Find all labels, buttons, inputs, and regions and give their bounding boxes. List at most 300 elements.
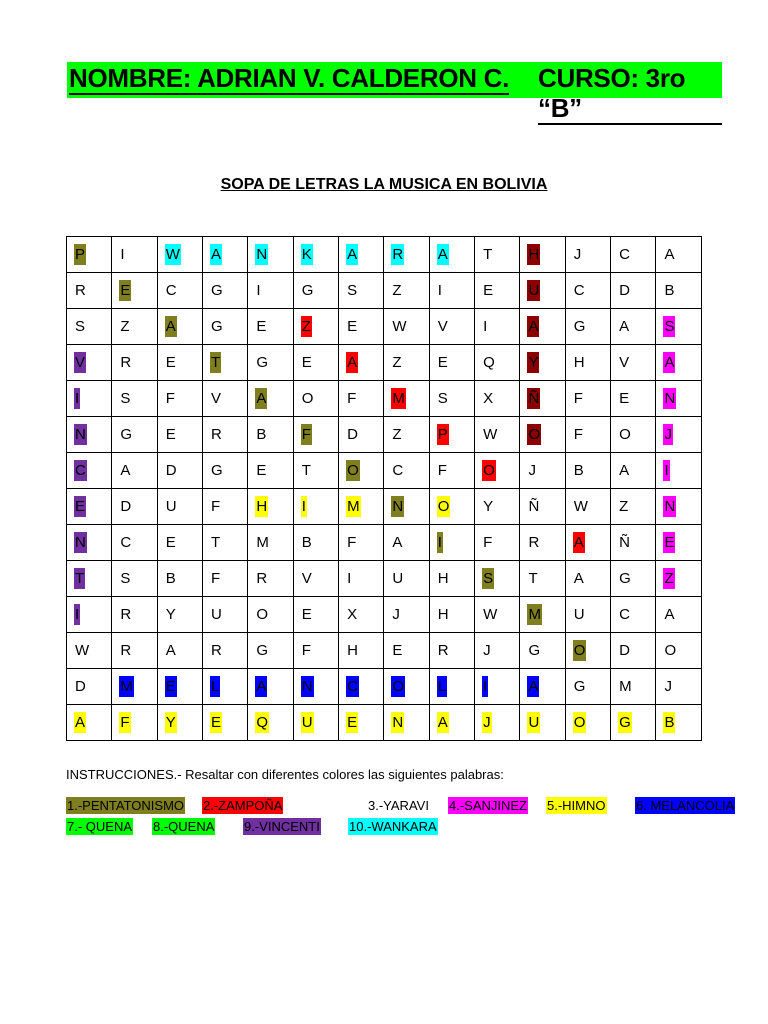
grid-row — [67, 381, 702, 417]
grid-letter: C — [573, 282, 585, 299]
grid-letter: F — [437, 462, 447, 479]
grid-cell — [293, 417, 338, 453]
page-title — [0, 176, 768, 194]
grid-letter: F — [347, 534, 357, 551]
grid-letter: Z — [392, 282, 402, 299]
grid-cell — [565, 561, 610, 597]
grid-letter: N — [392, 498, 404, 515]
grid-cell — [384, 525, 429, 561]
grid-cell — [293, 669, 338, 705]
grid-letter: F — [347, 390, 357, 407]
grid-cell — [157, 669, 202, 705]
grid-letter: A — [437, 714, 448, 731]
grid-cell — [293, 525, 338, 561]
grid-letter: E — [256, 318, 267, 335]
grid-cell — [157, 237, 202, 273]
grid-letter: I — [437, 534, 442, 551]
grid-letter: E — [165, 354, 176, 371]
grid-cell — [429, 417, 474, 453]
grid-letter: Z — [664, 570, 674, 587]
grid-letter: V — [619, 354, 630, 371]
grid-letter: U — [211, 606, 222, 623]
grid-row — [67, 309, 702, 345]
grid-cell — [293, 705, 338, 741]
legend-word: 3.-YARAVI — [368, 798, 429, 813]
word-search-grid — [66, 236, 702, 741]
grid-cell — [565, 669, 610, 705]
grid-letter: A — [256, 390, 267, 407]
legend-word: 7.- QUENA — [67, 819, 133, 834]
grid-cell — [520, 345, 565, 381]
grid-cell — [248, 309, 293, 345]
grid-cell — [67, 525, 112, 561]
grid-letter: G — [619, 570, 631, 587]
grid-cell — [384, 705, 429, 741]
grid-letter: S — [437, 390, 448, 407]
grid-letter: Z — [301, 318, 311, 335]
grid-letter: E — [256, 462, 267, 479]
grid-letter: U — [528, 714, 540, 731]
grid-letter: O — [573, 642, 586, 659]
grid-letter: E — [437, 354, 448, 371]
grid-letter: H — [573, 354, 585, 371]
grid-letter: T — [211, 534, 221, 551]
grid-cell — [384, 453, 429, 489]
grid-letter: O — [301, 390, 314, 407]
grid-letter: Y — [528, 354, 539, 371]
grid-cell — [112, 633, 157, 669]
grid-cell — [475, 345, 520, 381]
grid-letter: N — [256, 246, 268, 263]
grid-cell — [112, 417, 157, 453]
grid-cell — [656, 417, 702, 453]
grid-letter: D — [347, 426, 358, 443]
grid-letter: S — [664, 318, 675, 335]
grid-cell — [429, 561, 474, 597]
grid-letter: U — [392, 570, 404, 587]
grid-cell — [339, 453, 384, 489]
grid-letter: F — [211, 498, 221, 515]
grid-letter: J — [664, 678, 672, 695]
grid-cell — [520, 705, 565, 741]
grid-cell — [384, 489, 429, 525]
grid-cell — [656, 705, 702, 741]
grid-cell — [656, 453, 702, 489]
grid-cell — [112, 309, 157, 345]
grid-letter: C — [392, 462, 404, 479]
grid-letter: J — [528, 462, 536, 479]
grid-cell — [203, 561, 248, 597]
grid-cell — [293, 237, 338, 273]
grid-letter: Y — [165, 606, 176, 623]
grid-cell — [656, 345, 702, 381]
grid-row — [67, 237, 702, 273]
grid-letter: Z — [619, 498, 629, 515]
grid-letter: R — [120, 354, 132, 371]
grid-cell — [429, 237, 474, 273]
grid-letter: S — [120, 570, 131, 587]
grid-cell — [611, 705, 656, 741]
grid-cell — [475, 525, 520, 561]
grid-cell — [339, 633, 384, 669]
grid-letter: R — [211, 642, 222, 659]
grid-cell — [293, 309, 338, 345]
grid-cell — [339, 309, 384, 345]
grid-cell — [565, 633, 610, 669]
grid-letter: O — [392, 678, 405, 695]
grid-letter: E — [664, 534, 675, 551]
grid-letter: C — [165, 282, 177, 299]
grid-letter: B — [664, 282, 675, 299]
grid-letter: A — [664, 246, 675, 263]
grid-cell — [157, 705, 202, 741]
grid-letter: C — [619, 246, 630, 263]
grid-cell — [339, 525, 384, 561]
grid-letter: Ñ — [528, 390, 540, 407]
grid-cell — [112, 237, 157, 273]
grid-cell — [656, 669, 702, 705]
grid-cell — [429, 633, 474, 669]
grid-letter: E — [301, 606, 312, 623]
grid-cell — [565, 309, 610, 345]
grid-letter: C — [75, 462, 86, 479]
grid-cell — [248, 669, 293, 705]
grid-letter: A — [528, 318, 539, 335]
grid-letter: G — [256, 642, 269, 659]
grid-letter: J — [573, 246, 582, 263]
grid-letter: O — [619, 426, 631, 443]
grid-letter: E — [619, 390, 630, 407]
grid-letter: M — [528, 606, 541, 623]
grid-cell — [429, 489, 474, 525]
grid-letter: U — [301, 714, 313, 731]
grid-letter: T — [75, 570, 85, 587]
grid-letter: W — [165, 246, 180, 263]
grid-cell — [67, 561, 112, 597]
grid-cell — [248, 273, 293, 309]
legend-word: 2.-ZAMPOÑA — [203, 798, 283, 813]
grid-letter: Z — [392, 426, 402, 443]
grid-letter: W — [75, 642, 90, 659]
grid-cell — [475, 381, 520, 417]
grid-letter: F — [573, 426, 583, 443]
grid-letter: I — [256, 282, 261, 299]
grid-cell — [248, 417, 293, 453]
course-label: CURSO: 3ro “B” — [538, 63, 722, 125]
grid-cell — [384, 633, 429, 669]
grid-letter: G — [211, 462, 223, 479]
legend-word: 1.-PENTATONISMO — [67, 798, 185, 813]
grid-letter: B — [256, 426, 267, 443]
grid-letter: P — [75, 246, 86, 263]
grid-cell — [157, 525, 202, 561]
grid-cell — [339, 345, 384, 381]
grid-letter: S — [120, 390, 131, 407]
grid-letter: G — [573, 318, 586, 335]
grid-cell — [157, 453, 202, 489]
grid-letter: M — [256, 534, 269, 551]
grid-cell — [248, 525, 293, 561]
grid-cell — [520, 489, 565, 525]
grid-cell — [248, 633, 293, 669]
grid-cell — [67, 381, 112, 417]
grid-letter: A — [211, 246, 222, 263]
grid-letter: F — [120, 714, 130, 731]
grid-cell — [248, 561, 293, 597]
grid-letter: E — [165, 426, 176, 443]
grid-cell — [67, 417, 112, 453]
grid-letter: E — [347, 714, 358, 731]
grid-letter: H — [347, 642, 358, 659]
grid-letter: U — [573, 606, 585, 623]
grid-cell — [384, 597, 429, 633]
grid-cell — [157, 489, 202, 525]
grid-cell — [384, 237, 429, 273]
grid-cell — [293, 633, 338, 669]
grid-cell — [475, 237, 520, 273]
grid-letter: O — [256, 606, 269, 623]
grid-cell — [611, 453, 656, 489]
grid-letter: F — [573, 390, 583, 407]
grid-letter: V — [75, 354, 86, 371]
grid-letter: R — [256, 570, 268, 587]
grid-cell — [203, 525, 248, 561]
grid-cell — [248, 453, 293, 489]
grid-letter: M — [392, 390, 405, 407]
grid-letter: A — [165, 642, 176, 659]
grid-letter: R — [528, 534, 540, 551]
grid-letter: E — [483, 282, 494, 299]
grid-cell — [67, 309, 112, 345]
grid-letter: W — [392, 318, 407, 335]
grid-letter: Q — [483, 354, 495, 371]
grid-letter: D — [619, 282, 630, 299]
grid-letter: H — [528, 246, 540, 263]
grid-cell — [112, 669, 157, 705]
grid-letter: M — [120, 678, 133, 695]
grid-cell — [203, 669, 248, 705]
grid-cell — [157, 417, 202, 453]
grid-letter: B — [573, 462, 584, 479]
grid-letter: N — [75, 534, 86, 551]
grid-cell — [520, 417, 565, 453]
grid-cell — [112, 597, 157, 633]
grid-letter: B — [301, 534, 312, 551]
grid-cell — [520, 453, 565, 489]
grid-letter: T — [528, 570, 538, 587]
grid-cell — [67, 597, 112, 633]
grid-cell — [565, 237, 610, 273]
grid-letter: O — [437, 498, 450, 515]
grid-cell — [339, 381, 384, 417]
grid-cell — [157, 381, 202, 417]
grid-cell — [112, 561, 157, 597]
grid-cell — [429, 669, 474, 705]
grid-letter: A — [347, 354, 358, 371]
grid-letter: I — [664, 462, 669, 479]
grid-letter: A — [619, 462, 630, 479]
grid-cell — [611, 561, 656, 597]
grid-cell — [67, 237, 112, 273]
grid-cell — [339, 597, 384, 633]
grid-letter: Z — [392, 354, 402, 371]
grid-cell — [248, 345, 293, 381]
grid-cell — [203, 489, 248, 525]
grid-cell — [112, 273, 157, 309]
grid-cell — [112, 453, 157, 489]
grid-cell — [339, 561, 384, 597]
grid-letter: A — [392, 534, 403, 551]
grid-cell — [203, 705, 248, 741]
grid-letter: X — [483, 390, 494, 407]
grid-cell — [520, 237, 565, 273]
grid-cell — [67, 705, 112, 741]
grid-letter: J — [392, 606, 400, 623]
grid-cell — [157, 561, 202, 597]
grid-cell — [339, 705, 384, 741]
grid-letter: U — [528, 282, 540, 299]
grid-cell — [429, 309, 474, 345]
grid-cell — [339, 417, 384, 453]
grid-row — [67, 669, 702, 705]
grid-letter: I — [301, 498, 306, 515]
grid-cell — [429, 453, 474, 489]
grid-letter: N — [301, 678, 313, 695]
grid-letter: I — [437, 282, 442, 299]
grid-letter: C — [347, 678, 358, 695]
grid-cell — [656, 525, 702, 561]
grid-letter: G — [256, 354, 269, 371]
grid-row — [67, 525, 702, 561]
grid-cell — [384, 345, 429, 381]
grid-cell — [203, 597, 248, 633]
grid-letter: N — [75, 426, 86, 443]
grid-cell — [429, 705, 474, 741]
grid-cell — [656, 561, 702, 597]
grid-cell — [520, 309, 565, 345]
grid-letter: H — [437, 570, 449, 587]
grid-letter: S — [75, 318, 86, 335]
grid-cell — [475, 309, 520, 345]
grid-letter: K — [301, 246, 312, 263]
grid-letter: Y — [483, 498, 494, 515]
grid-cell — [339, 489, 384, 525]
grid-letter: E — [165, 534, 176, 551]
grid-letter: F — [483, 534, 493, 551]
grid-cell — [429, 597, 474, 633]
grid-letter: G — [211, 282, 223, 299]
grid-cell — [565, 345, 610, 381]
grid-cell — [611, 345, 656, 381]
grid-letter: Ñ — [619, 534, 630, 551]
grid-letter: E — [347, 318, 358, 335]
grid-letter: E — [301, 354, 312, 371]
grid-cell — [203, 345, 248, 381]
grid-cell — [475, 273, 520, 309]
grid-cell — [339, 237, 384, 273]
grid-letter: T — [483, 246, 493, 263]
grid-cell — [203, 309, 248, 345]
grid-letter: R — [75, 282, 86, 299]
grid-cell — [429, 345, 474, 381]
grid-letter: G — [528, 642, 541, 659]
grid-letter: S — [347, 282, 358, 299]
legend-word: 5.-HIMNO — [547, 798, 606, 813]
grid-letter: F — [301, 642, 311, 659]
grid-cell — [339, 273, 384, 309]
grid-letter: P — [437, 426, 448, 443]
grid-letter: M — [347, 498, 360, 515]
grid-letter: G — [619, 714, 631, 731]
grid-cell — [611, 309, 656, 345]
grid-letter: C — [619, 606, 630, 623]
grid-letter: J — [483, 714, 491, 731]
grid-cell — [520, 561, 565, 597]
grid-letter: W — [483, 426, 498, 443]
grid-cell — [384, 273, 429, 309]
grid-letter: O — [573, 714, 586, 731]
grid-row — [67, 489, 702, 525]
grid-cell — [656, 273, 702, 309]
grid-letter: X — [347, 606, 358, 623]
grid-letter: Y — [165, 714, 176, 731]
grid-letter: C — [120, 534, 132, 551]
grid-cell — [67, 489, 112, 525]
grid-letter: W — [573, 498, 588, 515]
grid-letter: E — [120, 282, 131, 299]
grid-letter: O — [528, 426, 541, 443]
grid-cell — [384, 561, 429, 597]
grid-letter: A — [256, 678, 267, 695]
grid-letter: D — [120, 498, 132, 515]
grid-letter: O — [664, 642, 677, 659]
grid-row — [67, 633, 702, 669]
grid-cell — [611, 597, 656, 633]
grid-letter: N — [664, 390, 676, 407]
grid-cell — [248, 489, 293, 525]
grid-letter: I — [483, 318, 488, 335]
grid-cell — [565, 525, 610, 561]
grid-cell — [565, 273, 610, 309]
grid-cell — [67, 453, 112, 489]
grid-letter: H — [437, 606, 449, 623]
grid-cell — [429, 381, 474, 417]
header-bar — [67, 62, 722, 123]
grid-cell — [429, 273, 474, 309]
grid-cell — [611, 525, 656, 561]
grid-letter: A — [528, 678, 539, 695]
grid-cell — [248, 597, 293, 633]
grid-cell — [67, 669, 112, 705]
grid-letter: R — [392, 246, 404, 263]
student-name: NOMBRE: ADRIAN V. CALDERON C. — [69, 63, 510, 93]
grid-cell — [157, 597, 202, 633]
grid-letter: E — [75, 498, 86, 515]
grid-letter: D — [619, 642, 630, 659]
grid-letter: Q — [256, 714, 269, 731]
grid-cell — [565, 417, 610, 453]
grid-row — [67, 417, 702, 453]
grid-cell — [520, 669, 565, 705]
grid-letter: A — [664, 606, 675, 623]
grid-cell — [112, 381, 157, 417]
grid-cell — [656, 309, 702, 345]
grid-cell — [611, 381, 656, 417]
grid-letter: M — [619, 678, 632, 695]
grid-row — [67, 561, 702, 597]
grid-letter: A — [120, 462, 131, 479]
grid-cell — [67, 273, 112, 309]
